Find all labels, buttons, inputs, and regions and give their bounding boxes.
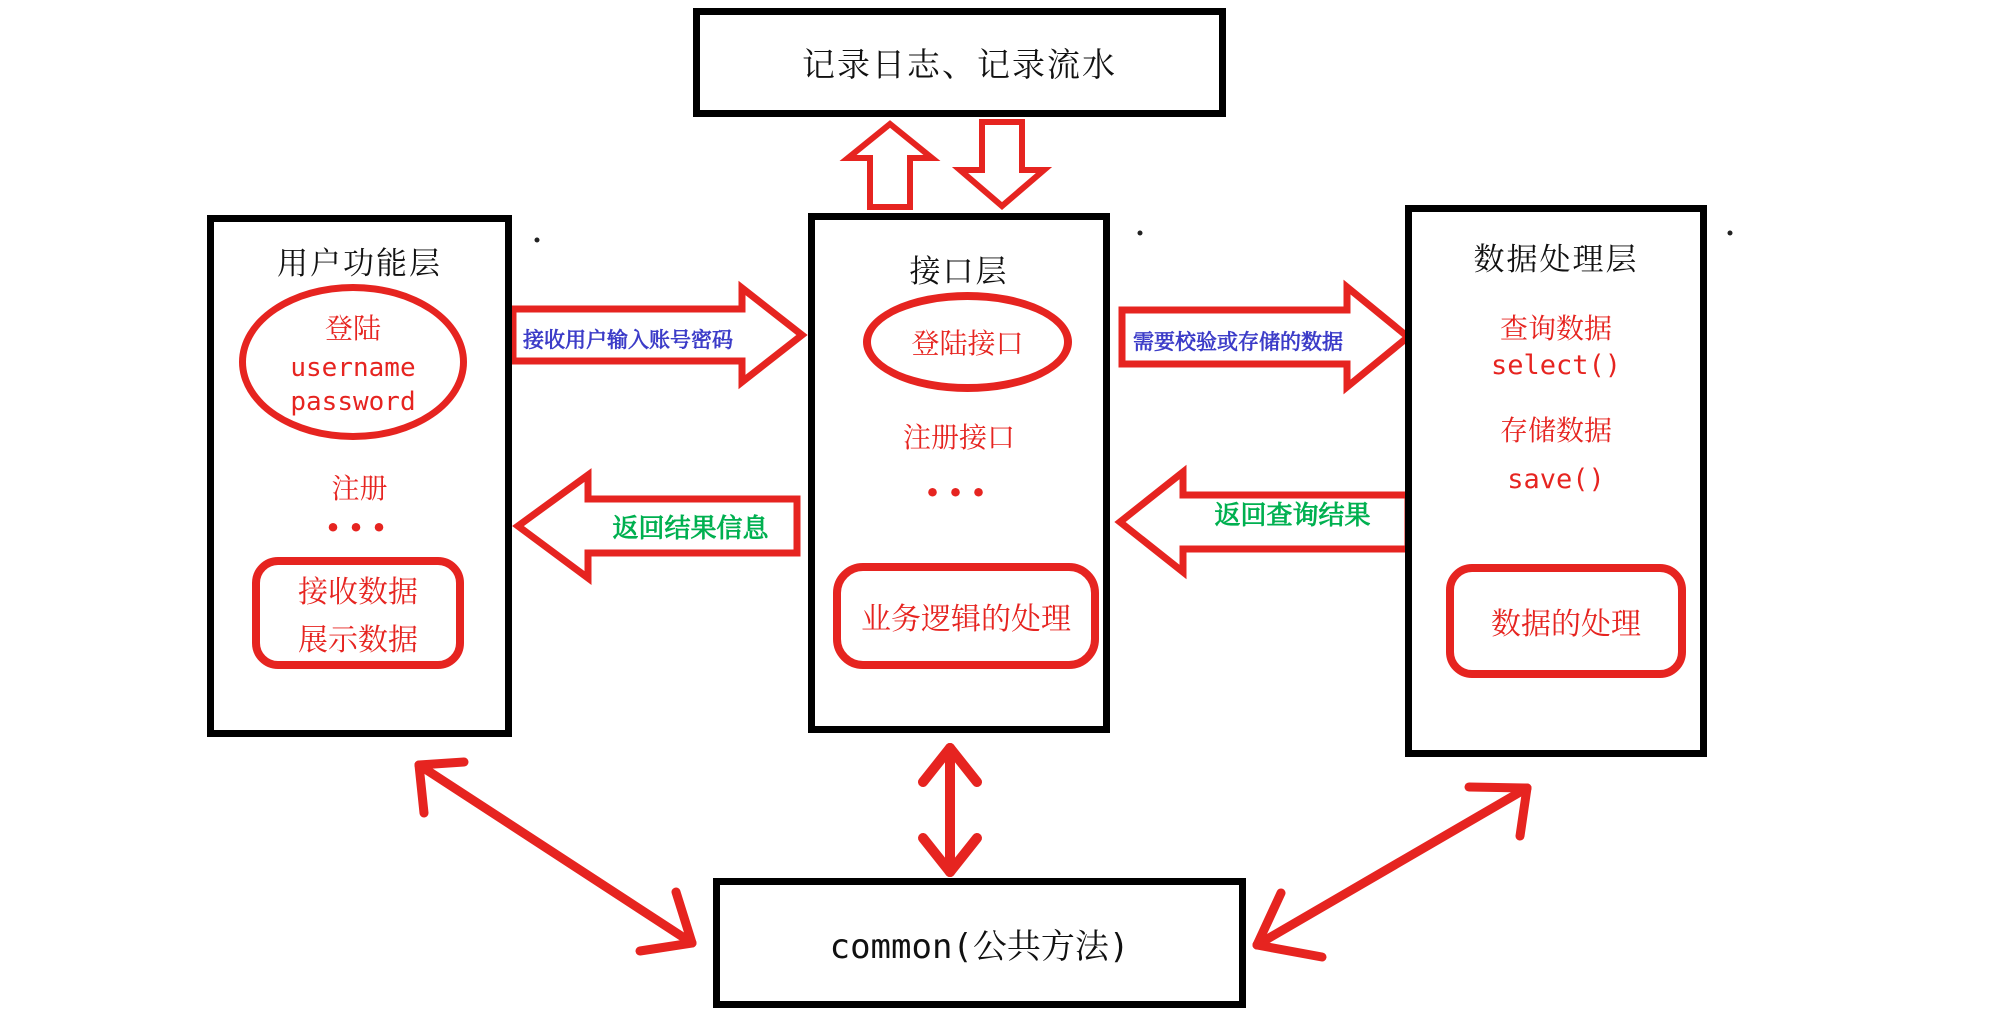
query-data-label: 查询数据	[1499, 312, 1612, 345]
arrow-up-icon	[848, 124, 932, 207]
common-box-label: common(公共方法)	[829, 926, 1130, 967]
login-api-label: 登陆接口	[911, 327, 1024, 360]
register-api-label: 注册接口	[902, 421, 1015, 454]
store-data-label: 存储数据	[1499, 414, 1612, 447]
arrow-down-icon	[960, 122, 1044, 206]
double-arrow-user-common-icon	[419, 762, 692, 951]
login-api-ellipse	[863, 292, 1072, 392]
ink-dot	[535, 238, 540, 243]
display-data-label: 展示数据	[298, 623, 418, 658]
ellipsis-label: ···	[324, 500, 395, 554]
interface-layer-box	[808, 213, 1110, 733]
select-fn-label: select()	[1490, 350, 1622, 381]
ink-dot	[1728, 231, 1733, 236]
ink-dot	[1138, 231, 1143, 236]
login-label: 登陆	[324, 312, 381, 345]
register-label: 注册	[331, 472, 388, 505]
logging-box-label: 记录日志、记录流水	[802, 45, 1117, 84]
ellipsis-label: ···	[924, 465, 994, 519]
business-logic-box	[833, 563, 1099, 669]
data-process-label: 数据的处理	[1491, 607, 1641, 642]
data-layer-title: 数据处理层	[1473, 242, 1639, 278]
username-label: username	[290, 353, 416, 383]
credentials-arrow-label: 接收用户输入账号密码	[523, 327, 733, 352]
login-ellipse	[239, 284, 467, 440]
logging-box	[693, 8, 1226, 117]
double-arrow-data-common-icon	[1257, 787, 1527, 957]
save-fn-label: save()	[1507, 464, 1605, 495]
receive-data-label: 接收数据	[298, 575, 418, 610]
password-label: password	[290, 387, 416, 417]
common-box	[713, 878, 1246, 1008]
user-layer-box	[207, 215, 512, 737]
receive-display-box	[252, 557, 464, 669]
interface-layer-title: 接口层	[909, 254, 1009, 290]
data-store-arrow-label: 需要校验或存储的数据	[1133, 329, 1343, 354]
return-query-arrow-label: 返回查询结果	[1214, 501, 1371, 531]
double-arrow-vertical-icon	[923, 748, 977, 872]
business-logic-label: 业务逻辑的处理	[861, 602, 1071, 637]
user-layer-title: 用户功能层	[277, 246, 442, 282]
data-process-box	[1446, 564, 1686, 678]
return-result-arrow-label: 返回结果信息	[612, 514, 769, 544]
data-layer-box	[1405, 205, 1707, 757]
